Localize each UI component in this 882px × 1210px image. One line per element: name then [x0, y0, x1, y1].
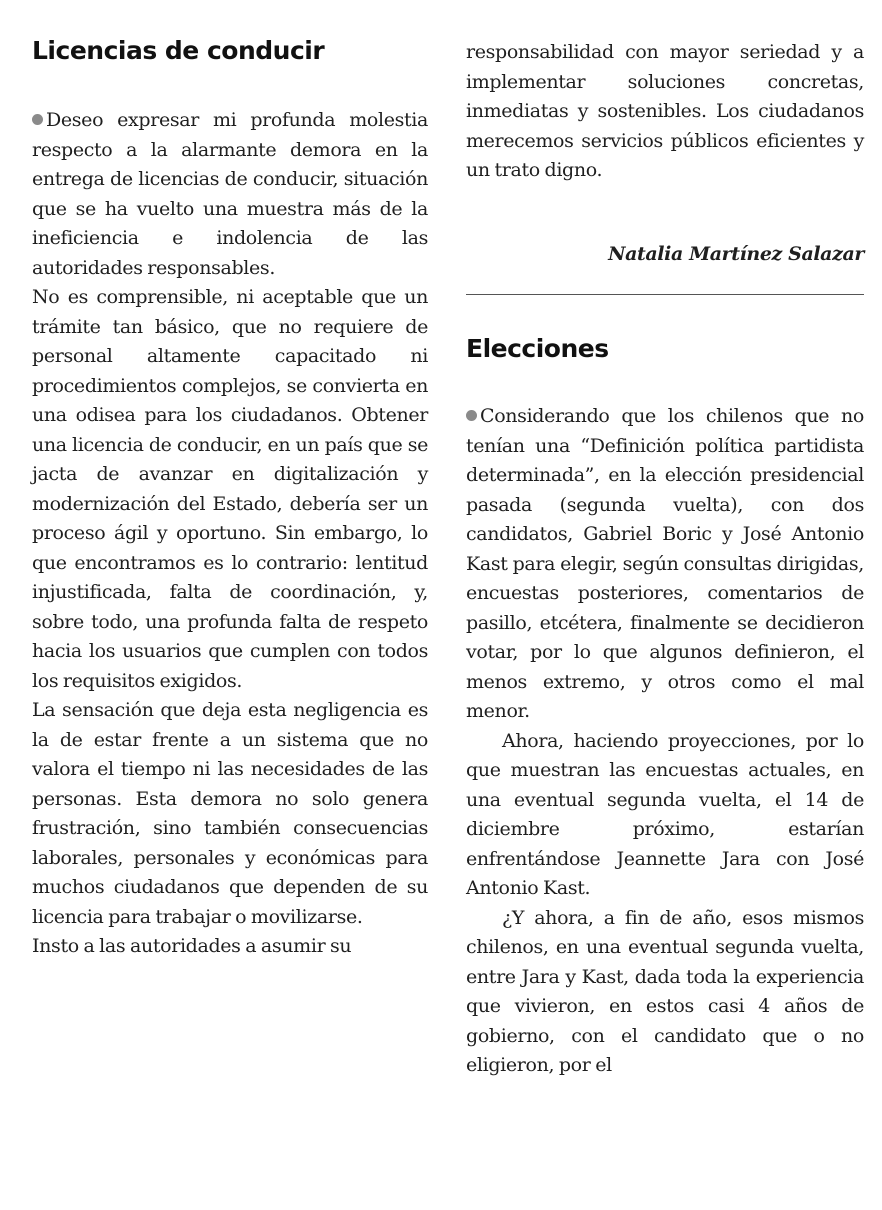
- letter-licencias-continuation: [466, 38, 864, 186]
- letter-paragraph: ¿Y ahora, a fin de año, esos mismos chilenos, en una eventual segunda vuelta, entre Jara y Kast, dada toda la experiencia que vivieron, en estos casi 4 años de gobierno, con el candidato que o no eligieron, por el: [466, 906, 864, 1076]
- bullet-dot-icon: [466, 410, 477, 421]
- letter-paragraph: Insto a las autoridades a asumir su: [32, 935, 352, 957]
- letter-paragraph: Deseo expresar mi profunda molestia respecto a la alarmante demora en la entrega de licencias de conducir, situación que se ha vuelto una muestra más de la ineficiencia e indolencia de las autoridades responsables.: [32, 109, 428, 279]
- letter-paragraph: responsabilidad con mayor seriedad y a implementar soluciones concretas, inmediatas y sostenibles. Los ciudadanos merecemos servicios públicos eficientes y un trato digno.: [466, 41, 864, 181]
- letter-elecciones-body: [466, 402, 864, 1081]
- letter-paragraph: Ahora, haciendo proyecciones, por lo que muestran las encuestas actuales, en una eventual segunda vuelta, el 14 de diciembre próximo, estarían enfrentándose Jeannette Jara con José Antonio Kast.: [466, 729, 864, 899]
- letter-paragraph: No es comprensible, ni aceptable que un trámite tan básico, que no requiere de personal altamente capacitado ni procedimientos complejos, se convierta en una odisea para los ciudadanos. Obtener una licencia de conducir, en un país que se jacta de avanzar en digitalización y modernización del Estado, debería ser un proceso ágil y oportuno. Sin embargo, lo que encontramos es lo contrario: lentitud injustificada, falta de coordinación, y, sobre todo, una profunda falta de respeto hacia los usuarios que cumplen con todos los requisitos exigidos.: [32, 286, 428, 692]
- letter-heading-elecciones: Elecciones: [466, 334, 609, 363]
- letter-paragraph: Considerando que los chilenos que no tenían una “Definición política partidista determinada”, en la elección presidencial pasada (segunda vuelta), con dos candidatos, Gabriel Boric y José Antonio Kast para elegir, según consultas dirigidas, encuestas posteriores, comentarios de pasillo, etcétera, finalmente se decidieron votar, por lo que algunos definieron, el menos extremo, y otros como el mal menor.: [466, 405, 864, 722]
- letter-paragraph: La sensación que deja esta negligencia es la de estar frente a un sistema que no valora el tiempo ni las necesidades de las personas. Esta demora no solo genera frustración, sino también consecuencias laborales, personales y económicas para muchos ciudadanos que dependen de su licencia para trabajar o movilizarse.: [32, 699, 428, 928]
- bullet-dot-icon: [32, 114, 43, 125]
- section-divider: [466, 294, 864, 295]
- letter-heading-licencias: Licencias de conducir: [32, 36, 325, 65]
- letter-signature: Natalia Martínez Salazar: [608, 243, 864, 265]
- letter-licencias-body: [32, 106, 428, 962]
